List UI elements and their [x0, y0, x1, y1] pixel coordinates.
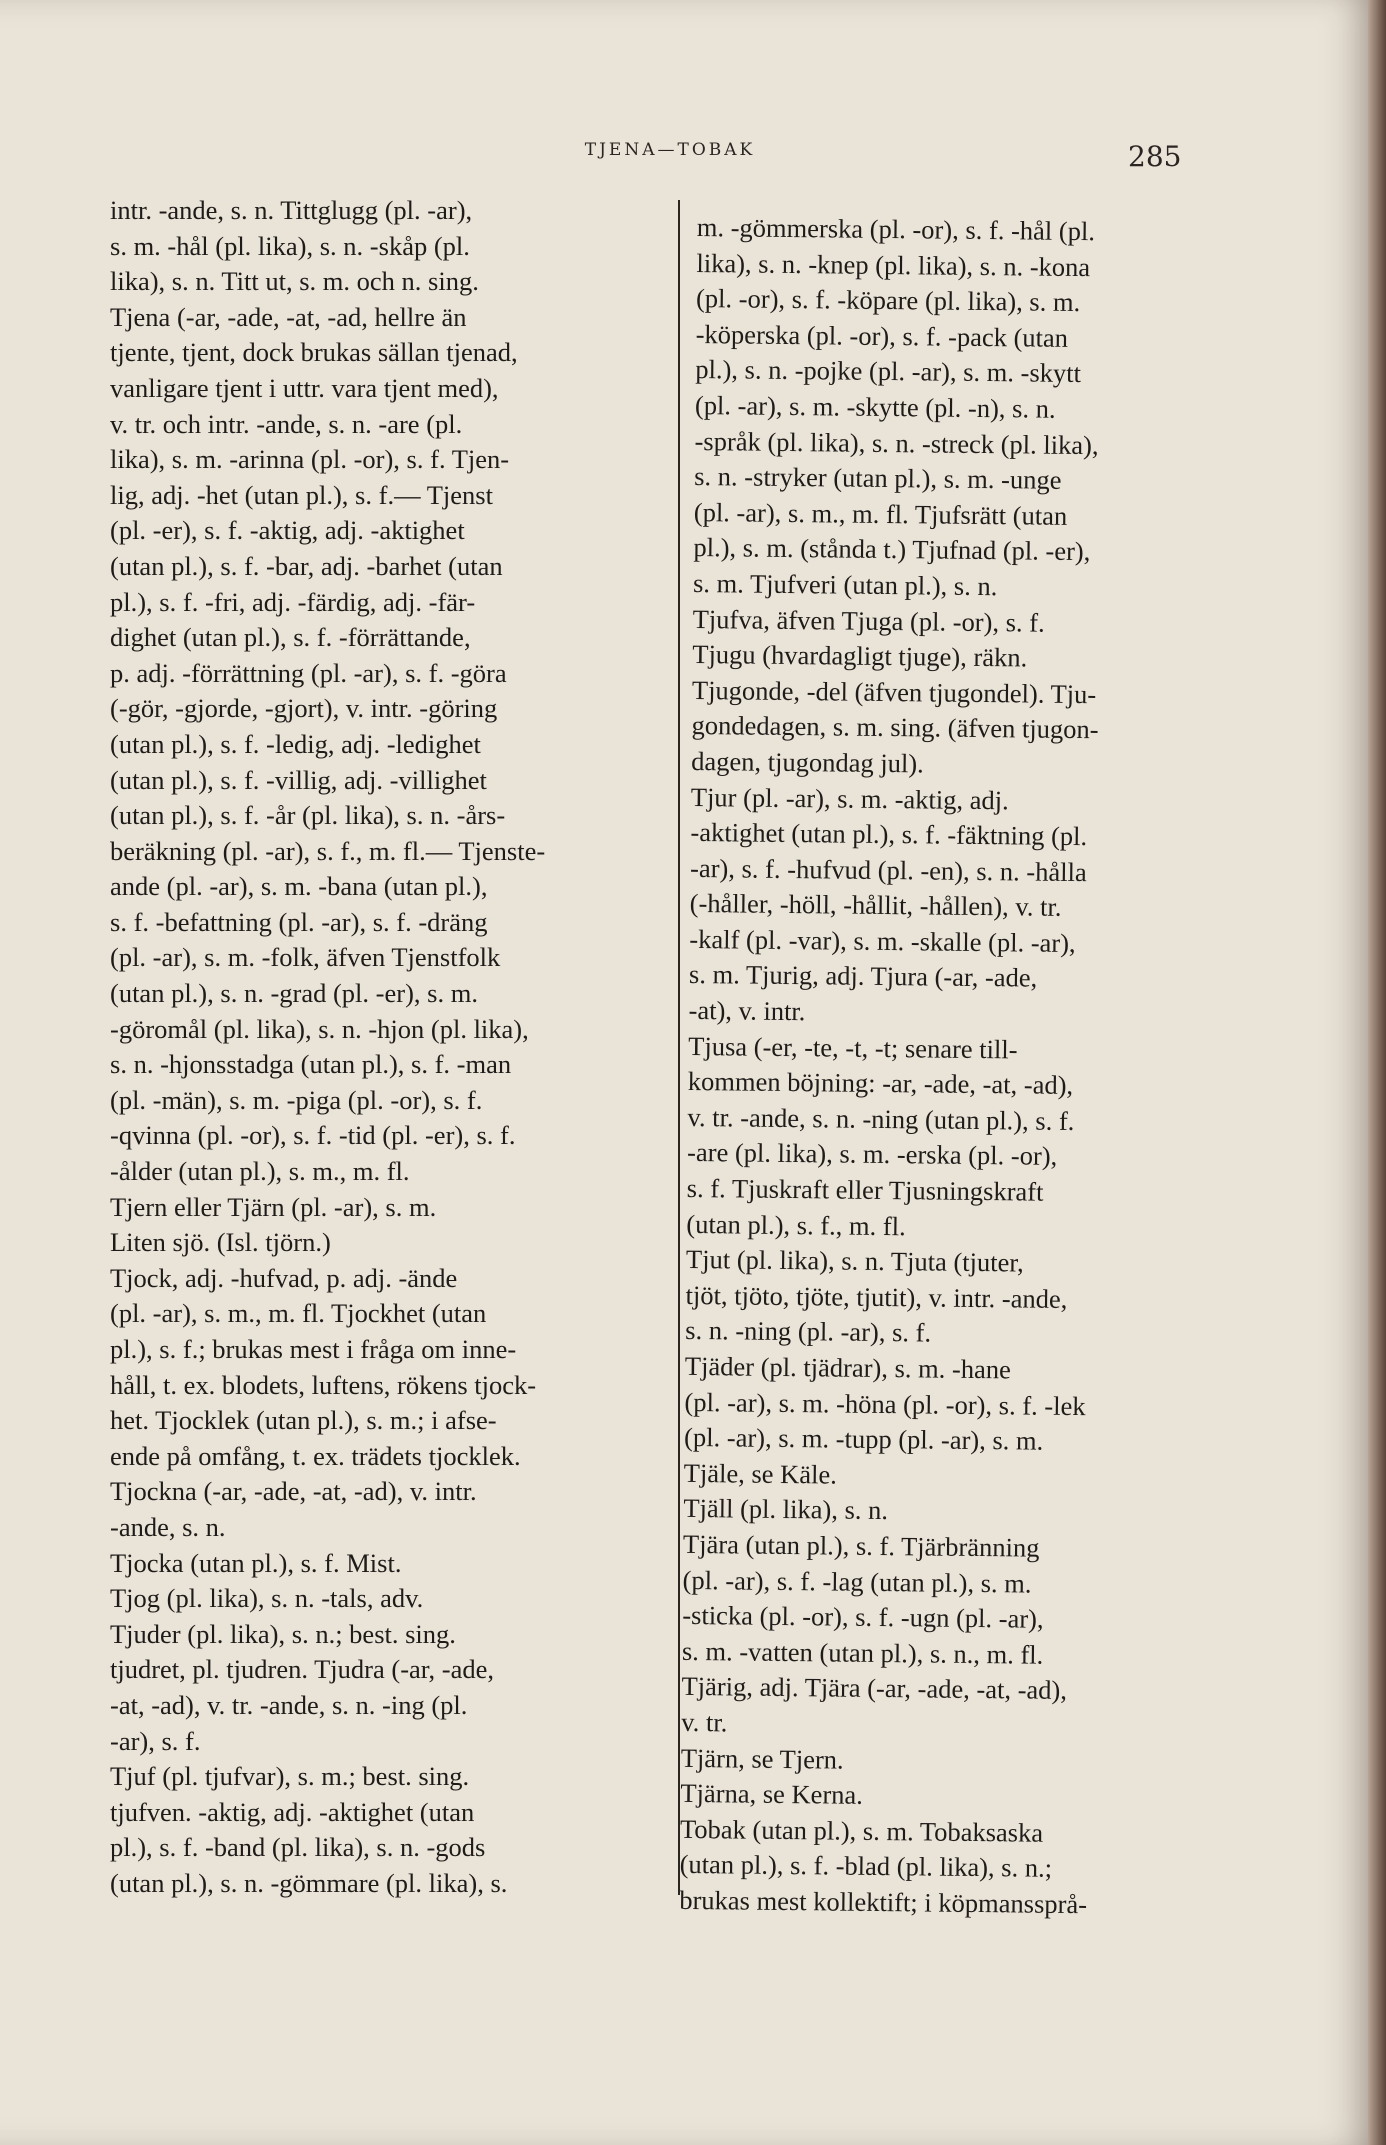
- left-column-line: (pl. -män), s. m. -piga (pl. -or), s. f.: [110, 1084, 483, 1115]
- left-column-line: vanligare tjent i uttr. vara tjent med),: [110, 372, 499, 403]
- right-column-line: (pl. -ar), s. m. -tupp (pl. -ar), s. m.: [683, 1422, 1044, 1456]
- left-column-line: beräkning (pl. -ar), s. f., m. fl.— Tjenste-: [110, 835, 546, 866]
- right-column-line: (pl. -ar), s. f. -lag (utan pl.), s. m.: [682, 1564, 1032, 1599]
- left-column-line: Tjena (-ar, -ade, -at, -ad, hellre än: [110, 301, 467, 332]
- right-column-line: Tjäle, se Käle.: [683, 1457, 837, 1490]
- left-column-line: (pl. -er), s. f. -aktig, adj. -aktighet: [110, 515, 465, 546]
- left-column-line: lig, adj. -het (utan pl.), s. f.— Tjenst: [110, 479, 493, 510]
- left-column-line: -qvinna (pl. -or), s. f. -tid (pl. -er), s. f.: [110, 1120, 516, 1151]
- left-column-line: v. tr. och intr. -ande, s. n. -are (pl.: [110, 408, 463, 439]
- right-column-line: (utan pl.), s. f., m. fl.: [686, 1208, 906, 1241]
- left-column-line: lika), s. n. Titt ut, s. m. och n. sing.: [110, 266, 479, 297]
- right-column-line: gondedagen, s. m. sing. (äfven tjugon-: [691, 710, 1099, 745]
- right-column-line: (pl. -ar), s. m., m. fl. Tjufsrätt (utan: [693, 496, 1068, 531]
- left-column-line: (utan pl.), s. f. -bar, adj. -barhet (utan: [110, 550, 503, 581]
- left-column-line: (utan pl.), s. f. -ledig, adj. -ledighet: [110, 728, 481, 759]
- left-column-line: Tjuder (pl. lika), s. n.; best. sing.: [110, 1618, 456, 1649]
- left-column-line: håll, t. ex. blodets, luftens, rökens tjock-: [110, 1369, 537, 1400]
- right-column-line: -köperska (pl. -or), s. f. -pack (utan: [695, 318, 1069, 353]
- left-column-line: Tjern eller Tjärn (pl. -ar), s. m.: [110, 1191, 437, 1222]
- right-column-line: Tjärn, se Tjern.: [680, 1742, 844, 1775]
- left-column-line: Tjuf (pl. tjufvar), s. m.; best. sing.: [110, 1761, 470, 1792]
- right-column-line: -aktighet (utan pl.), s. f. -fäktning (pl.: [690, 817, 1088, 852]
- right-column-line: brukas mest kollektift; i köpmanssprå-: [679, 1884, 1088, 1920]
- right-column-line: -are (pl. lika), s. m. -erska (pl. -or),: [686, 1137, 1058, 1172]
- right-column-line: Tobak (utan pl.), s. m. Tobaksaska: [679, 1813, 1044, 1848]
- left-column-line: tjufven. -aktig, adj. -aktighet (utan: [110, 1796, 475, 1827]
- running-head: TJENA—TOBAK: [584, 140, 756, 160]
- left-column-line: Tjockna (-ar, -ade, -at, -ad), v. intr.: [110, 1476, 477, 1507]
- right-column-line: Tjäll (pl. lika), s. n.: [683, 1493, 889, 1526]
- right-column-line: Tjäder (pl. tjädrar), s. m. -hane: [684, 1350, 1012, 1385]
- left-column-line: s. f. -befattning (pl. -ar), s. f. -dräng: [110, 906, 488, 937]
- left-column-line: Liten sjö. (Isl. tjörn.): [110, 1227, 331, 1258]
- left-column-line: -ar), s. f.: [110, 1725, 201, 1756]
- right-column-line: (utan pl.), s. f. -blad (pl. lika), s. n.;: [679, 1849, 1053, 1884]
- right-column-line: Tjusa (-er, -te, -t, -t; senare till-: [688, 1030, 1018, 1065]
- left-column: [110, 193, 660, 1902]
- left-column-line: Tjock, adj. -hufvad, p. adj. -ände: [110, 1262, 458, 1293]
- left-column-line: (utan pl.), s. f. -år (pl. lika), s. n. -års-: [110, 800, 506, 831]
- left-column-line: -göromål (pl. lika), s. n. -hjon (pl. lika),: [110, 1013, 529, 1044]
- page-number: 285: [1128, 140, 1182, 173]
- left-column-line: (pl. -ar), s. m., m. fl. Tjockhet (utan: [110, 1298, 487, 1329]
- left-column-line: tjudret, pl. tjudren. Tjudra (-ar, -ade,: [110, 1654, 495, 1685]
- right-column-line: (-håller, -höll, -hållit, -hållen), v. tr.: [689, 888, 1062, 923]
- right-column-line: -språk (pl. lika), s. n. -streck (pl. lika),: [694, 425, 1099, 460]
- right-column-line: -ar), s. f. -hufvud (pl. -en), s. n. -hålla: [689, 852, 1087, 887]
- right-column-line: kommen böjning: -ar, -ade, -at, -ad),: [687, 1066, 1074, 1101]
- right-column-line: v. tr.: [681, 1706, 728, 1738]
- right-column-line: pl.), s. m. (stånda t.) Tjufnad (pl. -er),: [693, 532, 1091, 567]
- left-column-line: ende på omfång, t. ex. trädets tjocklek.: [110, 1440, 521, 1471]
- right-column-line: s. n. -ning (pl. -ar), s. f.: [685, 1315, 932, 1348]
- left-column-line: intr. -ande, s. n. Tittglugg (pl. -ar),: [110, 195, 473, 225]
- right-column-line: (pl. -or), s. f. -köpare (pl. lika), s. m.: [695, 283, 1081, 318]
- right-column-line: -at), v. intr.: [688, 995, 806, 1027]
- right-column-line: m. -gömmerska (pl. -or), s. f. -hål (pl.: [696, 211, 1096, 247]
- left-column-line: het. Tjocklek (utan pl.), s. m.; i afse-: [110, 1405, 497, 1436]
- right-column-line: s. f. Tjuskraft eller Tjusningskraft: [686, 1172, 1044, 1207]
- left-column-line: (utan pl.), s. f. -villig, adj. -villighet: [110, 764, 487, 795]
- left-column-line: (-gör, -gjorde, -gjort), v. intr. -göring: [110, 693, 498, 724]
- right-column: [679, 210, 1237, 1924]
- left-column-line: Tjog (pl. lika), s. n. -tals, adv.: [110, 1583, 424, 1614]
- right-column-line: Tjärna, se Kerna.: [680, 1778, 864, 1810]
- right-column-line: v. tr. -ande, s. n. -ning (utan pl.), s. f.: [687, 1101, 1075, 1136]
- right-column-line: (pl. -ar), s. m. -höna (pl. -or), s. f. -lek: [684, 1386, 1086, 1421]
- left-column-line: -ålder (utan pl.), s. m., m. fl.: [110, 1156, 410, 1187]
- page-edge-shadow: [1368, 0, 1386, 2145]
- left-column-line: dighet (utan pl.), s. f. -förrättande,: [110, 622, 471, 653]
- left-column-line: pl.), s. f. -fri, adj. -färdig, adj. -fär-: [110, 586, 476, 617]
- left-column-line: (utan pl.), s. n. -gömmare (pl. lika), s.: [110, 1867, 508, 1898]
- right-column-line: pl.), s. n. -pojke (pl. -ar), s. m. -skytt: [695, 354, 1082, 389]
- right-column-line: Tjut (pl. lika), s. n. Tjuta (tjuter,: [685, 1244, 1024, 1278]
- right-column-line: tjöt, tjöto, tjöte, tjutit), v. intr. -ande,: [685, 1279, 1068, 1314]
- right-column-line: s. m. -vatten (utan pl.), s. n., m. fl.: [681, 1635, 1044, 1670]
- left-column-line: tjente, tjent, dock brukas sällan tjenad,: [110, 337, 518, 368]
- right-column-line: s. n. -stryker (utan pl.), s. m. -unge: [694, 461, 1062, 495]
- right-column-line: lika), s. n. -knep (pl. lika), s. n. -kona: [696, 247, 1091, 282]
- right-column-line: Tjugonde, -del (äfven tjugondel). Tju-: [691, 674, 1097, 709]
- right-column-line: Tjufva, äfven Tjuga (pl. -or), s. f.: [692, 603, 1045, 638]
- right-column-line: s. m. Tjufveri (utan pl.), s. n.: [692, 567, 998, 602]
- right-column-line: s. m. Tjurig, adj. Tjura (-ar, -ade,: [688, 959, 1038, 994]
- left-column-line: -at, -ad), v. tr. -ande, s. n. -ing (pl.: [110, 1689, 468, 1720]
- left-column-line: s. m. -hål (pl. lika), s. n. -skåp (pl.: [110, 230, 470, 261]
- right-column-line: -sticka (pl. -or), s. f. -ugn (pl. -ar),: [682, 1600, 1044, 1634]
- left-column-line: p. adj. -förrättning (pl. -ar), s. f. -göra: [110, 657, 507, 688]
- right-column-line: Tjur (pl. -ar), s. m. -aktig, adj.: [690, 781, 1009, 815]
- left-column-line: ande (pl. -ar), s. m. -bana (utan pl.),: [110, 871, 488, 902]
- right-column-line: dagen, tjugondag jul).: [691, 745, 924, 779]
- right-column-line: Tjugu (hvardagligt tjuge), räkn.: [692, 639, 1028, 673]
- left-column-line: s. n. -hjonsstadga (utan pl.), s. f. -man: [110, 1049, 512, 1080]
- column-divider: [678, 200, 680, 1895]
- left-column-line: -ande, s. n.: [110, 1511, 226, 1542]
- right-column-line: Tjärig, adj. Tjära (-ar, -ade, -at, -ad),: [681, 1671, 1068, 1706]
- left-column-line: Tjocka (utan pl.), s. f. Mist.: [110, 1547, 402, 1578]
- left-column-line: (utan pl.), s. n. -grad (pl. -er), s. m.: [110, 978, 478, 1009]
- left-column-line: pl.), s. f. -band (pl. lika), s. n. -gods: [110, 1832, 486, 1863]
- left-column-line: (pl. -ar), s. m. -folk, äfven Tjenstfolk: [110, 942, 501, 973]
- right-column-line: -kalf (pl. -var), s. m. -skalle (pl. -ar),: [689, 923, 1076, 958]
- left-column-line: lika), s. m. -arinna (pl. -or), s. f. Tjen-: [110, 444, 510, 475]
- right-column-line: (pl. -ar), s. m. -skytte (pl. -n), s. n.: [694, 389, 1056, 424]
- left-column-line: pl.), s. f.; brukas mest i fråga om inne-: [110, 1334, 517, 1364]
- right-column-line: Tjära (utan pl.), s. f. Tjärbränning: [682, 1528, 1040, 1563]
